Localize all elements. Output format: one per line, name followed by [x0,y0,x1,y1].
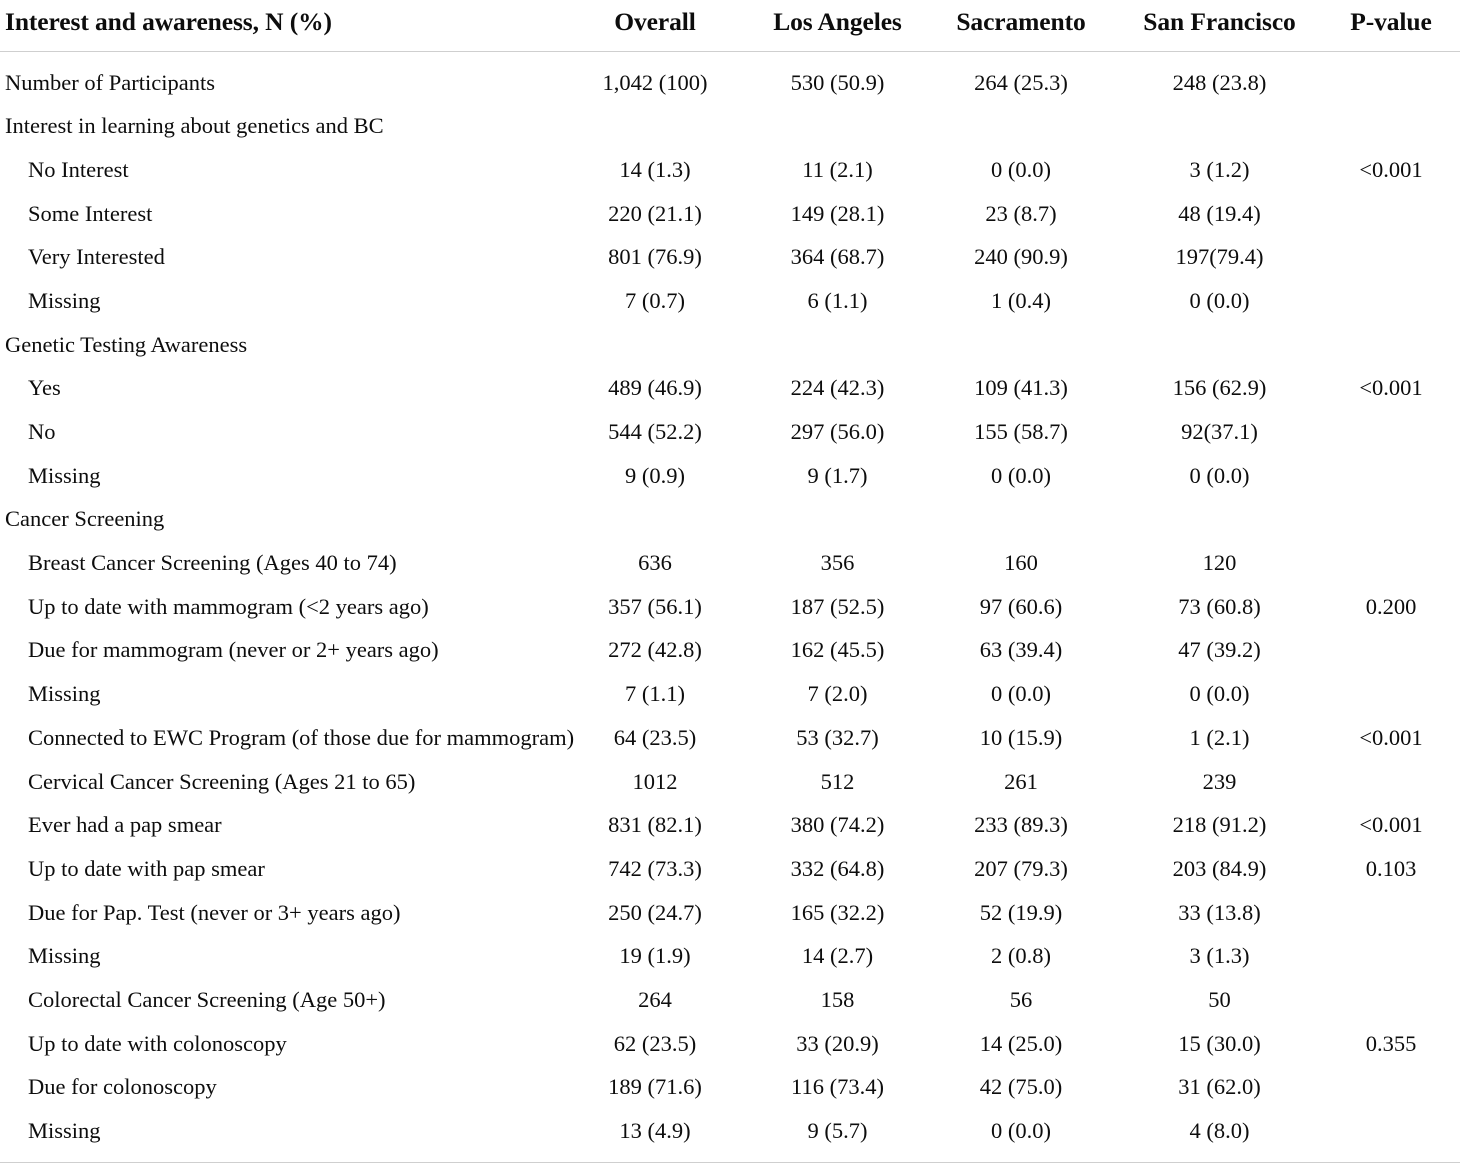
header-row [0,0,1460,51]
row-section-label: Interest in learning about genetics and BC [5,113,384,139]
cell-san-francisco [1117,323,1322,367]
cell-overall: 801 (76.9) [608,244,702,270]
cell-sacramento: 0 (0.0) [991,462,1051,488]
cell-p-value [1322,236,1460,280]
table-row [0,673,1460,717]
row-item-label: Very Interested [28,244,165,270]
cell-san-francisco: 156 (62.9) [1172,375,1267,401]
cell-san-francisco: 197(79.4) [1175,244,1264,270]
cell-los-angeles: 53 (32.7) [796,724,879,750]
cell-sacramento [925,105,1117,149]
cell-los-angeles: 6 (1.1) [807,287,868,313]
row-item-label: Missing [28,462,101,488]
cell-p-value [1322,978,1460,1022]
cell-p-value: <0.001 [1359,156,1423,182]
table-row [0,323,1460,367]
table-row [0,716,1460,760]
cell-sacramento: 14 (25.0) [979,1030,1063,1056]
row-item-label: Missing [28,1118,101,1143]
cell-san-francisco: 0 (0.0) [1189,681,1250,707]
row-item-label: Missing [28,681,101,707]
cell-san-francisco: 48 (19.4) [1178,200,1261,226]
column-header-title: Interest and awareness, N (%) [5,7,332,36]
cell-overall: 264 [638,986,672,1012]
cell-los-angeles: 14 (2.7) [801,943,874,969]
table-row [0,1066,1460,1110]
table-row [0,935,1460,979]
cell-los-angeles: 116 (73.4) [791,1074,884,1100]
cell-sacramento [925,323,1117,367]
cell-san-francisco: 31 (62.0) [1178,1074,1261,1100]
row-item-label: Cervical Cancer Screening (Ages 21 to 65) [28,768,416,794]
cell-sacramento: 160 [1004,550,1038,576]
table-row [0,454,1460,498]
cell-san-francisco: 203 (84.9) [1172,855,1267,881]
cell-sacramento: 240 (90.9) [974,244,1068,270]
cell-overall: 189 (71.6) [608,1074,702,1100]
row-item-label: Due for colonoscopy [28,1074,217,1100]
cell-p-value [1322,1066,1460,1110]
cell-los-angeles: 530 (50.9) [790,69,885,95]
cell-overall: 1012 [632,768,678,794]
cell-p-value [1322,279,1460,323]
table-row [0,367,1460,411]
cell-san-francisco: 3 (1.3) [1189,943,1250,969]
row-item-label: Up to date with colonoscopy [28,1030,287,1056]
row-item-label: Some Interest [28,200,153,226]
row-item-label: No Interest [28,156,129,182]
cell-p-value [1322,323,1460,367]
cell-p-value [1322,935,1460,979]
cell-los-angeles: 380 (74.2) [790,812,885,838]
cell-sacramento: 10 (15.9) [979,724,1063,750]
cell-san-francisco: 92(37.1) [1181,419,1258,444]
cell-sacramento: 109 (41.3) [974,375,1068,401]
cell-san-francisco: 1 (2.1) [1189,724,1250,750]
cell-los-angeles: 9 (5.7) [807,1118,868,1143]
cell-los-angeles: 364 (68.7) [790,244,885,270]
cell-overall: 13 (4.9) [619,1118,691,1143]
cell-san-francisco: 239 [1202,768,1237,794]
cell-sacramento: 42 (75.0) [979,1074,1063,1100]
table-row [0,410,1460,454]
cell-sacramento: 0 (0.0) [991,681,1051,707]
table-body [0,51,1460,1162]
cell-sacramento: 261 [1004,768,1038,794]
row-section-label: Cancer Screening [5,506,165,532]
cell-san-francisco: 15 (30.0) [1178,1030,1261,1056]
cell-los-angeles: 7 (2.0) [807,681,868,707]
table-row [0,891,1460,935]
cell-p-value [1322,454,1460,498]
cell-san-francisco [1117,105,1322,149]
cell-los-angeles: 224 (42.3) [790,375,885,401]
cell-los-angeles [750,105,925,149]
cell-overall: 489 (46.9) [608,375,702,401]
cell-los-angeles: 512 [820,768,855,794]
cell-overall: 220 (21.1) [608,200,702,226]
cell-p-value: 0.200 [1365,593,1417,619]
cell-los-angeles: 165 (32.2) [790,899,885,925]
cell-p-value: 0.103 [1365,855,1417,881]
cell-los-angeles: 158 [820,986,855,1012]
cell-p-value: <0.001 [1359,724,1423,750]
cell-los-angeles [750,323,925,367]
cell-los-angeles: 297 (56.0) [790,419,885,444]
cell-overall: 19 (1.9) [619,943,691,969]
table-row [0,585,1460,629]
cell-los-angeles: 33 (20.9) [796,1030,879,1056]
table-row [0,192,1460,236]
table-row [0,978,1460,1022]
cell-overall: 9 (0.9) [625,462,685,488]
row-item-label: Up to date with mammogram (<2 years ago) [28,593,429,619]
cell-san-francisco: 33 (13.8) [1178,899,1261,925]
cell-los-angeles: 187 (52.5) [790,593,885,619]
table-row [0,498,1460,542]
cell-san-francisco: 50 [1208,986,1231,1012]
cell-p-value [1322,673,1460,717]
row-item-label: Due for mammogram (never or 2+ years ago) [28,637,439,663]
cell-sacramento: 0 (0.0) [991,1118,1051,1143]
cell-sacramento: 2 (0.8) [991,943,1051,969]
cell-overall: 544 (52.2) [608,419,702,444]
table-header [0,0,1460,51]
cell-overall: 1,042 (100) [602,69,708,95]
column-header-sacramento: Sacramento [956,7,1086,36]
cell-san-francisco: 0 (0.0) [1189,287,1250,313]
table-row [0,148,1460,192]
table-row [0,760,1460,804]
row-item-label: No [28,419,56,444]
cell-overall: 14 (1.3) [619,156,691,182]
table-row [0,541,1460,585]
row-item-label: Missing [28,287,101,313]
cell-p-value [1322,629,1460,673]
cell-overall [560,323,750,367]
cell-los-angeles: 9 (1.7) [807,462,868,488]
cell-p-value [1322,51,1460,105]
cell-sacramento: 97 (60.6) [979,593,1063,619]
table-row [0,279,1460,323]
table-row [0,236,1460,280]
row-item-label: Due for Pap. Test (never or 3+ years ago) [28,899,401,925]
row-item-label: Connected to EWC Program (of those due for mammogram) [28,724,575,750]
table-row [0,51,1460,105]
row-item-label: Breast Cancer Screening (Ages 40 to 74) [28,550,397,576]
cell-overall [560,105,750,149]
cell-san-francisco: 120 [1202,550,1237,576]
cell-sacramento: 0 (0.0) [991,156,1051,182]
cell-sacramento: 52 (19.9) [979,899,1063,925]
cell-overall: 636 [638,550,672,576]
cell-los-angeles: 332 (64.8) [790,855,885,881]
cell-san-francisco: 73 (60.8) [1178,593,1261,619]
cell-los-angeles: 162 (45.5) [790,637,885,663]
column-header-san-francisco: San Francisco [1143,7,1296,36]
column-header-p-value: P-value [1350,7,1432,36]
cell-p-value: <0.001 [1359,375,1423,401]
cell-p-value [1322,498,1460,542]
cell-los-angeles: 356 [820,550,855,576]
table-row [0,804,1460,848]
row-item-label: Yes [28,375,61,401]
cell-san-francisco: 248 (23.8) [1172,69,1267,95]
column-header-los-angeles: Los Angeles [773,7,902,36]
cell-p-value [1322,192,1460,236]
cell-san-francisco [1117,498,1322,542]
cell-p-value [1322,891,1460,935]
cell-p-value [1322,410,1460,454]
cell-overall: 272 (42.8) [608,637,702,663]
cell-san-francisco: 218 (91.2) [1172,812,1267,838]
cell-san-francisco: 0 (0.0) [1189,462,1250,488]
cell-san-francisco: 3 (1.2) [1189,156,1250,182]
table-row [0,847,1460,891]
row-section-label: Number of Participants [5,69,215,95]
table-row [0,1022,1460,1066]
cell-sacramento: 264 (25.3) [974,69,1068,95]
cell-sacramento: 233 (89.3) [974,812,1068,838]
cell-p-value [1322,1109,1460,1162]
cell-overall: 742 (73.3) [608,855,702,881]
row-item-label: Up to date with pap smear [28,855,265,881]
cell-overall [560,498,750,542]
cell-san-francisco: 4 (8.0) [1189,1118,1250,1143]
cell-overall: 831 (82.1) [608,812,702,838]
cell-sacramento: 155 (58.7) [974,419,1068,444]
cell-overall: 250 (24.7) [608,899,702,925]
cell-p-value: 0.355 [1365,1030,1417,1056]
table-row [0,1109,1460,1162]
cell-sacramento: 207 (79.3) [974,855,1068,881]
column-header-overall: Overall [614,7,696,36]
cell-los-angeles: 149 (28.1) [790,200,885,226]
cell-san-francisco: 47 (39.2) [1178,637,1261,663]
row-section-label: Genetic Testing Awareness [5,331,248,357]
cell-sacramento: 1 (0.4) [991,287,1051,313]
row-item-label: Ever had a pap smear [28,812,222,838]
cell-overall: 7 (0.7) [625,287,685,313]
cell-p-value [1322,760,1460,804]
cell-p-value [1322,105,1460,149]
cell-overall: 7 (1.1) [625,681,685,707]
cell-sacramento: 56 [1009,986,1033,1012]
cell-sacramento: 63 (39.4) [979,637,1063,663]
cell-los-angeles [750,498,925,542]
cell-overall: 357 (56.1) [608,593,702,619]
cell-p-value: <0.001 [1359,812,1423,838]
table-row [0,629,1460,673]
cell-overall: 62 (23.5) [613,1030,697,1056]
cell-sacramento [925,498,1117,542]
cell-los-angeles: 11 (2.1) [802,156,873,182]
cell-p-value [1322,541,1460,585]
cell-sacramento: 23 (8.7) [985,200,1057,226]
row-item-label: Colorectal Cancer Screening (Age 50+) [28,986,386,1012]
cell-overall: 64 (23.5) [613,724,697,750]
row-item-label: Missing [28,943,101,969]
table-row [0,105,1460,149]
